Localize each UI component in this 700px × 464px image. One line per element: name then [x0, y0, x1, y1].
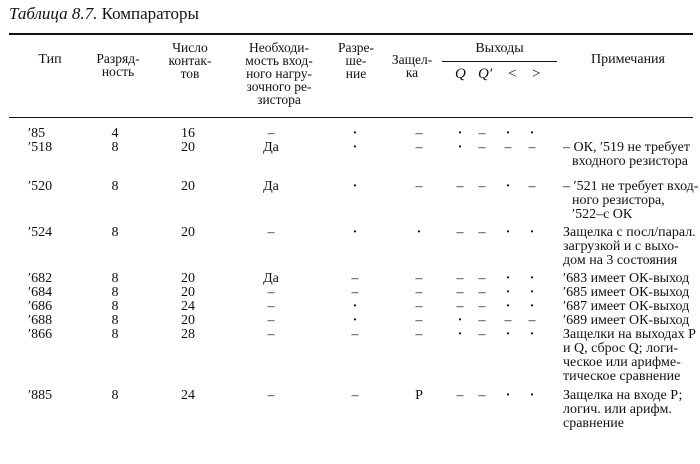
cell-latch: – — [415, 179, 423, 194]
cell-q: – — [456, 299, 464, 314]
note-line: входного резистора — [572, 154, 688, 169]
cell-bits: 8 — [111, 299, 119, 314]
top-rule — [9, 33, 693, 35]
cell-enable: · — [352, 140, 358, 155]
cell-gt: – — [528, 313, 536, 328]
outputs-subrule — [442, 61, 557, 62]
table-caption-number: Таблица 8.7. — [9, 4, 98, 23]
cell-lt: · — [505, 299, 511, 314]
table-caption-text: Компараторы — [101, 4, 199, 23]
cell-bits: 8 — [111, 271, 119, 286]
cell-bits: 8 — [111, 327, 119, 342]
cell-qp: – — [478, 271, 486, 286]
note-line: ного резистора, — [572, 193, 665, 208]
cell-notes — [563, 314, 697, 328]
cell-qp: – — [478, 299, 486, 314]
cell-latch: – — [415, 126, 423, 141]
header-out-less: < — [508, 66, 517, 82]
cell-q: · — [457, 313, 463, 328]
cell-type: ′688 — [28, 313, 53, 328]
cell-resistor: – — [267, 313, 275, 328]
note-line: ческое или арифме- — [563, 355, 681, 370]
header-pins: Число контак- тов — [168, 40, 212, 81]
cell-bits: 8 — [111, 388, 119, 403]
cell-pins: 20 — [181, 179, 195, 194]
cell-gt: · — [529, 271, 535, 286]
cell-q: · — [457, 126, 463, 141]
cell-gt: · — [529, 225, 535, 240]
cell-notes — [563, 272, 697, 286]
cell-enable: · — [352, 126, 358, 141]
table-title — [9, 4, 199, 24]
cell-resistor: – — [267, 285, 275, 300]
cell-q: – — [456, 179, 464, 194]
cell-latch: – — [415, 271, 423, 286]
header-type: Тип — [38, 52, 62, 67]
cell-gt: · — [529, 327, 535, 342]
cell-resistor: – — [267, 225, 275, 240]
cell-enable: · — [352, 299, 358, 314]
cell-enable: · — [352, 179, 358, 194]
cell-type: ′518 — [28, 140, 53, 155]
cell-type: ′885 — [28, 388, 53, 403]
note-line: тическое сравнение — [563, 369, 681, 384]
cell-type: ′686 — [28, 299, 53, 314]
cell-qp: – — [478, 327, 486, 342]
cell-pins: 20 — [181, 140, 195, 155]
header-rule — [9, 117, 693, 118]
note-line: и Q, сброс Q; логи- — [563, 341, 679, 356]
note-line: Защелки на выходах Р — [563, 327, 696, 342]
cell-q: – — [456, 225, 464, 240]
cell-latch: – — [415, 140, 423, 155]
cell-pins: 20 — [181, 313, 195, 328]
note-line: ′522–с ОК — [572, 207, 633, 222]
cell-lt: · — [505, 388, 511, 403]
cell-resistor: – — [267, 299, 275, 314]
header-latch: Защел- ка — [391, 52, 433, 80]
cell-lt: · — [505, 126, 511, 141]
cell-enable: – — [351, 388, 359, 403]
cell-type: ′520 — [28, 179, 53, 194]
cell-latch: – — [415, 299, 423, 314]
note-line: дом на 3 состояния — [563, 253, 678, 268]
note-line: ′689 имеет ОК-выход — [563, 313, 690, 328]
note-line: – ′521 не требует вход- — [563, 179, 699, 194]
cell-bits: 8 — [111, 285, 119, 300]
cell-q: – — [456, 388, 464, 403]
cell-gt: · — [529, 285, 535, 300]
note-line: логич. или арифм. — [563, 402, 672, 417]
cell-gt: · — [529, 126, 535, 141]
cell-q: – — [456, 271, 464, 286]
cell-qp: – — [478, 285, 486, 300]
cell-enable: – — [351, 327, 359, 342]
cell-lt: · — [505, 327, 511, 342]
cell-bits: 8 — [111, 140, 119, 155]
cell-latch: – — [415, 285, 423, 300]
cell-enable: · — [352, 313, 358, 328]
note-line: сравнение — [563, 416, 624, 431]
cell-pins: 20 — [181, 271, 195, 286]
cell-latch: · — [416, 225, 422, 240]
cell-gt: – — [528, 140, 536, 155]
cell-bits: 8 — [111, 179, 119, 194]
cell-lt: – — [504, 140, 512, 155]
cell-gt: – — [528, 179, 536, 194]
cell-type: ′85 — [28, 126, 46, 141]
header-out-qprime: Q′ — [478, 66, 493, 82]
cell-resistor: Да — [263, 179, 279, 194]
cell-q: · — [457, 140, 463, 155]
cell-resistor: – — [267, 327, 275, 342]
header-out-greater: > — [532, 66, 541, 82]
header-resistor: Необходи- мость вход- ного нагру- зочного ре- зистора — [245, 40, 313, 107]
header-out-q: Q — [455, 66, 466, 82]
cell-q: · — [457, 327, 463, 342]
cell-type: ′866 — [28, 327, 53, 342]
cell-lt: · — [505, 271, 511, 286]
cell-pins: 16 — [181, 126, 195, 141]
cell-pins: 24 — [181, 388, 195, 403]
cell-resistor: – — [267, 126, 275, 141]
cell-pins: 20 — [181, 225, 195, 240]
note-line: ′685 имеет ОК-выход — [563, 285, 690, 300]
cell-type: ′524 — [28, 225, 53, 240]
cell-lt: · — [505, 285, 511, 300]
cell-notes — [563, 180, 697, 222]
cell-qp: – — [478, 140, 486, 155]
cell-pins: 20 — [181, 285, 195, 300]
header-bits: Разряд- ность — [96, 51, 140, 79]
header-enable: Разре- ше- ние — [337, 40, 375, 81]
note-line: Защелка на входе Р; — [563, 388, 683, 403]
cell-qp: – — [478, 388, 486, 403]
cell-latch: Р — [415, 388, 423, 403]
cell-bits: 4 — [111, 126, 119, 141]
header-outputs: Выходы — [475, 41, 524, 56]
cell-notes — [563, 226, 697, 268]
cell-qp: – — [478, 313, 486, 328]
note-line: ′683 имеет ОК-выход — [563, 271, 690, 286]
cell-qp: – — [478, 126, 486, 141]
cell-resistor: Да — [263, 271, 279, 286]
cell-lt: · — [505, 179, 511, 194]
cell-bits: 8 — [111, 313, 119, 328]
cell-resistor: Да — [263, 140, 279, 155]
cell-enable: · — [352, 225, 358, 240]
cell-latch: – — [415, 313, 423, 328]
cell-notes — [563, 300, 697, 314]
cell-qp: – — [478, 179, 486, 194]
cell-latch: – — [415, 327, 423, 342]
cell-notes — [563, 389, 697, 431]
header-notes: Примечания — [590, 52, 665, 67]
note-line: Защелка с посл/парал. — [563, 225, 696, 240]
cell-gt: · — [529, 388, 535, 403]
cell-pins: 28 — [181, 327, 195, 342]
cell-notes — [563, 328, 697, 384]
cell-pins: 24 — [181, 299, 195, 314]
cell-q: – — [456, 285, 464, 300]
cell-type: ′684 — [28, 285, 53, 300]
cell-qp: – — [478, 225, 486, 240]
cell-notes — [563, 286, 697, 300]
cell-resistor: – — [267, 388, 275, 403]
cell-lt: – — [504, 313, 512, 328]
cell-type: ′682 — [28, 271, 53, 286]
note-line: загрузкой и с выхо- — [563, 239, 679, 254]
cell-enable: – — [351, 271, 359, 286]
note-line: ′687 имеет ОК-выход — [563, 299, 690, 314]
cell-enable: – — [351, 285, 359, 300]
note-line: – ОК, ′519 не требует — [563, 140, 690, 155]
cell-gt: · — [529, 299, 535, 314]
cell-bits: 8 — [111, 225, 119, 240]
cell-notes — [563, 141, 697, 169]
cell-lt: · — [505, 225, 511, 240]
